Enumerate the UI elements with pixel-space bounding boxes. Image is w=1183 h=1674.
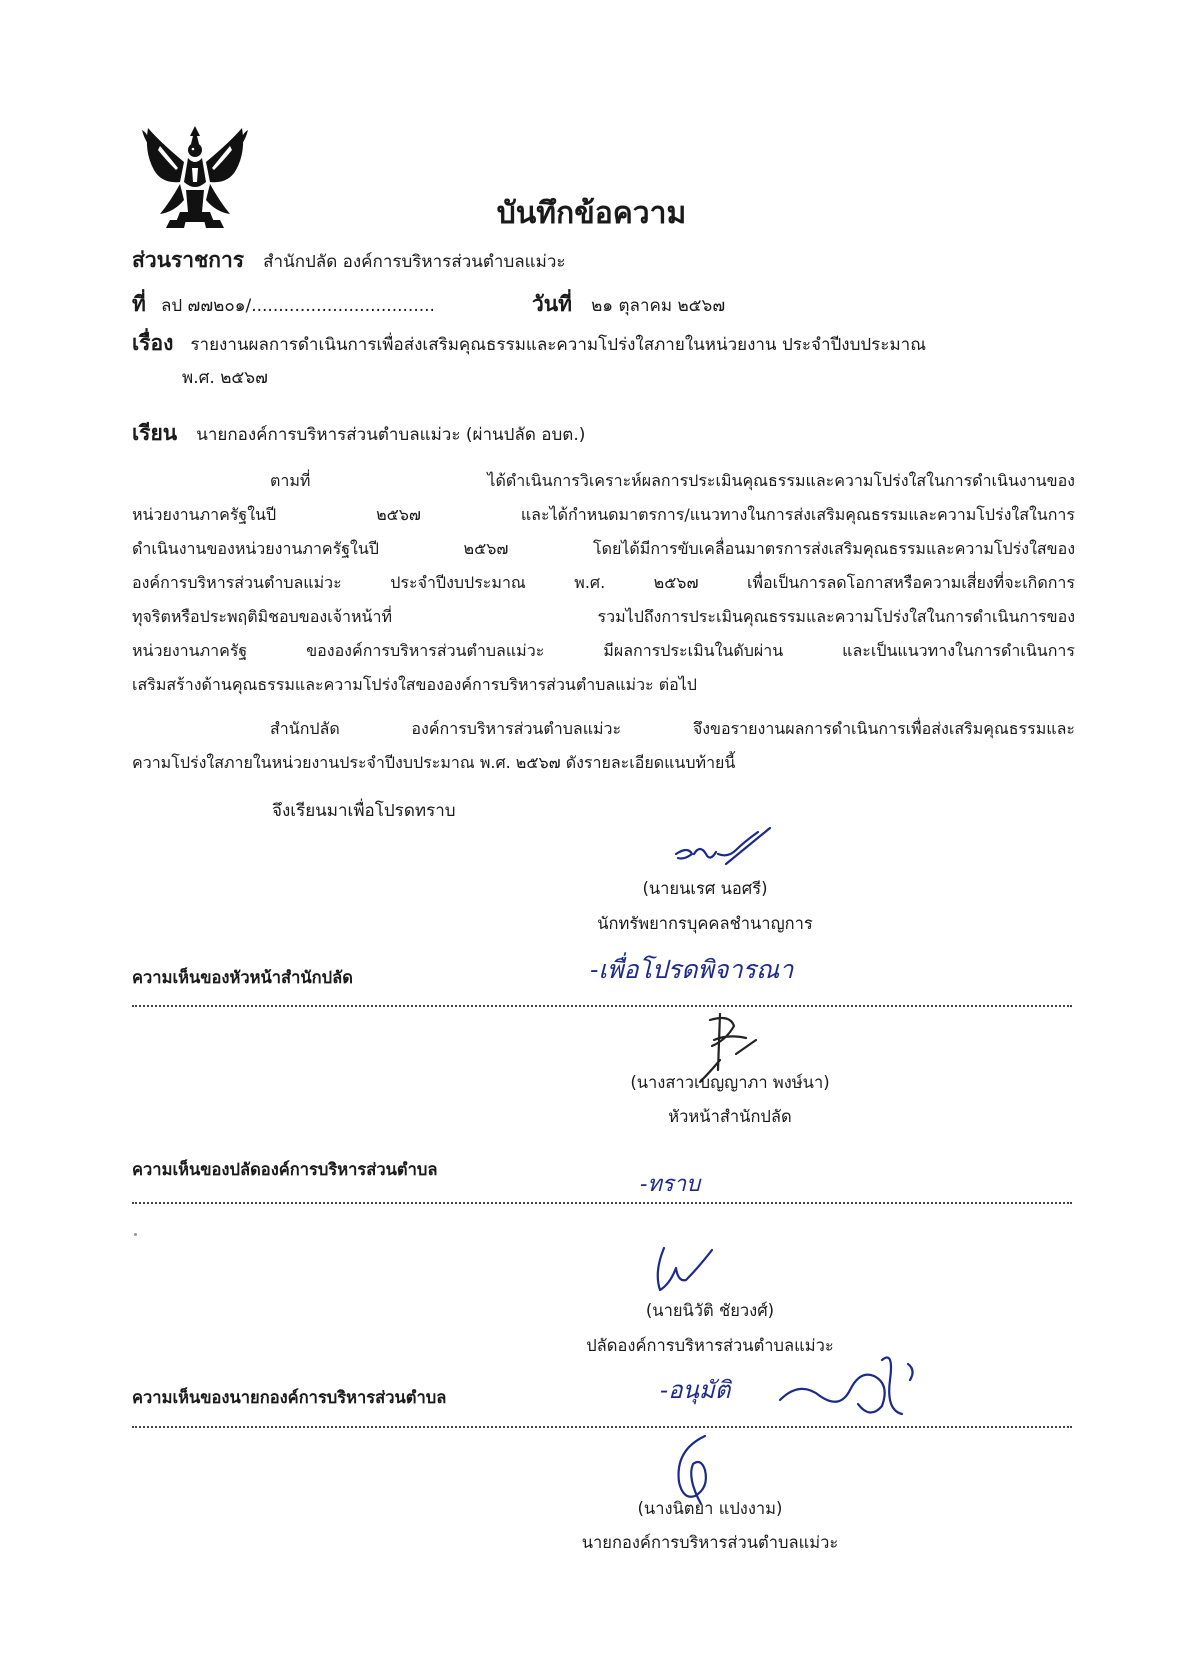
handwritten-note-mayor: -อนุมัติ [660,1376,731,1404]
body-paragraph-1-line-1: ตามที่ ได้ดำเนินการวิเคราะห์ผลการประเมินคุณธรรมและความโปร่งใสในการดำเนินงานของ [270,471,1075,490]
to-value: นายกองค์การบริหารส่วนตำบลแม่วะ (ผ่านปลัด อบต.) [196,425,586,445]
body-paragraph-2-line-2: ความโปร่งใสภายในหน่วยงานประจำปีงบประมาณ พ.ศ. ๒๕๖๗ ดังรายละเอียดแนบท้ายนี้ [132,753,736,772]
subject-row [132,327,926,360]
ref-label: ที่ [132,292,146,316]
subject-line-2: พ.ศ. ๒๕๖๗ [182,368,268,388]
body-paragraph-1-line-7: เสริมสร้างด้านคุณธรรมและความโปร่งใสขององค์การบริหารส่วนตำบลแม่วะ ต่อไป [132,675,697,694]
subject-label: เรื่อง [132,331,174,355]
subject-line-1: รายงานผลการดำเนินการเพื่อส่งเสริมคุณธรรมและความโปร่งใสภายในหน่วยงาน ประจำปีงบประมาณ [190,335,926,355]
signatory-1-name: (นายนเรศ นอศรี) [642,879,768,898]
mayor-approval-flourish [770,1340,920,1430]
opinion-deputy-heading: ความเห็นของปลัดองค์การบริหารส่วนตำบล [132,1160,438,1179]
opinion-mayor-dotted-line [132,1426,1072,1428]
opinion-deputy-dotted-line [132,1202,1072,1204]
signatory-3-name: (นายนิวัติ ชัยวงศ์) [645,1301,775,1320]
opinion-mayor-heading: ความเห็นของนายกองค์การบริหารส่วนตำบล [132,1388,447,1407]
body-paragraph-1-line-2: หน่วยงานภาครัฐในปี ๒๕๖๗ และได้กำหนดมาตรการ/แนวทางในการส่งเสริมคุณธรรมและความโปร่งใสในการ [132,505,1075,524]
opinion-head-office-heading: ความเห็นของหัวหน้าสำนักปลัด [132,968,353,987]
body-paragraph-1-line-3: ดำเนินงานของหน่วยงานภาครัฐในปี ๒๕๖๗ โดยได้มีการขับเคลื่อนมาตรการส่งเสริมคุณธรรมและความโปร่งใสของ [132,539,1075,558]
memo-title: บันทึกข้อความ [496,196,687,231]
body-paragraph-2-line-1: สำนักปลัด องค์การบริหารส่วนตำบลแม่วะ จึงขอรายงานผลการดำเนินการเพื่อส่งเสริมคุณธรรมและ [270,719,1075,738]
ref-row [132,288,435,321]
signatory-2-name: (นางสาวเบญญาภา พงษ์นา) [630,1073,830,1092]
signatory-1-position: นักทรัพยากรบุคคลชำนาญการ [597,914,813,933]
ref-value: ลป ๗๗๒๐๑/.................................. [160,296,435,316]
closing-text: จึงเรียนมาเพื่อโปรดทราบ [272,801,456,821]
date-value: ๒๑ ตุลาคม ๒๕๖๗ [591,296,726,316]
signatory-4-position: นายกองค์การบริหารส่วนตำบลแม่วะ [581,1533,839,1552]
signatory-3-position: ปลัดองค์การบริหารส่วนตำบลแม่วะ [586,1336,834,1355]
body-paragraph-1-line-5: ทุจริตหรือประพฤติมิชอบของเจ้าหน้าที่ รวมไปถึงการประเมินคุณธรรมและความโปร่งใสในการดำเนินการของ [132,607,1075,626]
date-row [532,288,725,321]
opinion-head-office-dotted-line [132,1005,1072,1007]
agency-row [132,244,566,277]
signatory-2-position: หัวหน้าสำนักปลัด [668,1107,792,1126]
handwritten-note-deputy: -ทราบ [640,1172,701,1197]
signature-3-mark [650,1242,730,1298]
date-label: วันที่ [532,292,572,316]
scan-speck [134,1233,137,1236]
agency-value: สำนักปลัด องค์การบริหารส่วนตำบลแม่วะ [263,252,566,272]
signatory-4-name: (นางนิตยา แปงงาม) [637,1499,783,1518]
to-label: เรียน [132,421,178,445]
body-paragraph-1-line-6: หน่วยงานภาครัฐ ขององค์การบริหารส่วนตำบลแม่วะ มีผลการประเมินในดับผ่าน และเป็นแนวทางในการดำเนินการ [132,641,1075,660]
body-paragraph-1-line-4: องค์การบริหารส่วนตำบลแม่วะ ประจำปีงบประมาณ พ.ศ. ๒๕๖๗ เพื่อเป็นการลดโอกาสหรือความเสี่ยงที่จะเกิดการ [132,573,1075,592]
to-row [132,417,585,450]
agency-label: ส่วนราชการ [132,248,245,272]
handwritten-note-head-office: -เพื่อโปรดพิจารณา [590,955,794,984]
signature-1-mark [670,824,780,874]
